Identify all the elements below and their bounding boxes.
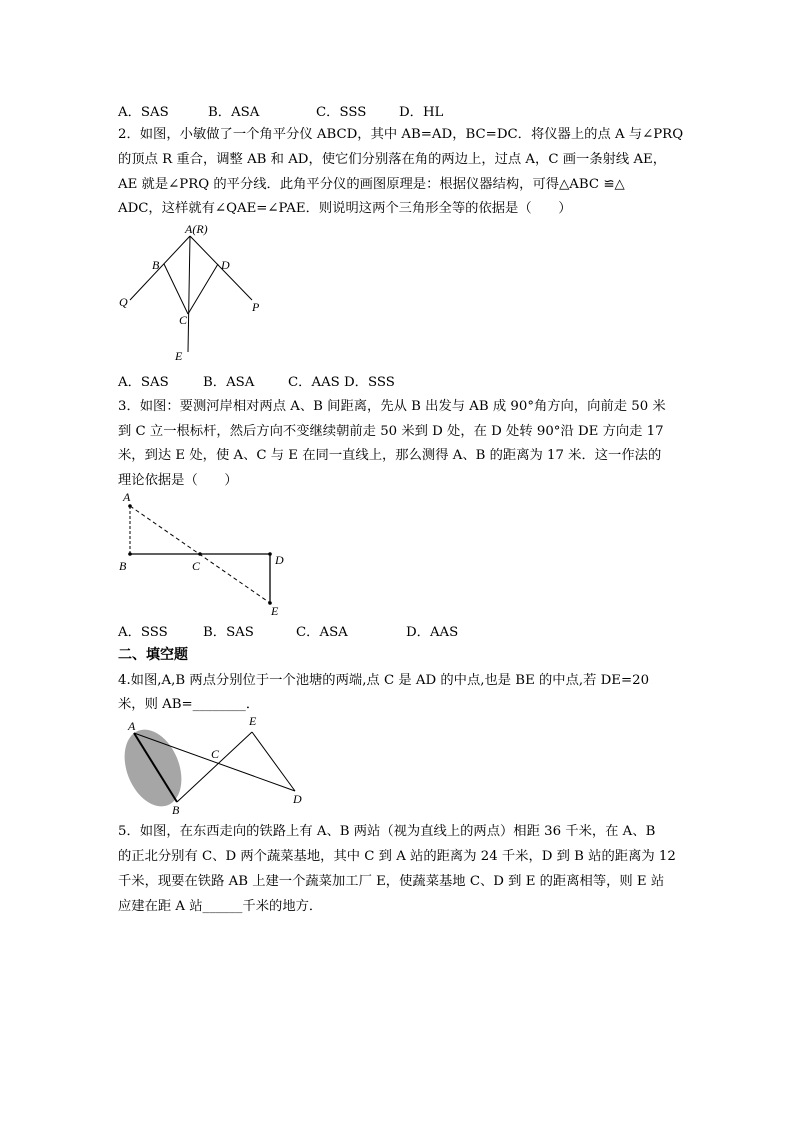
q2-label-a: A(R)	[185, 222, 208, 236]
q3-line-3: 米，到达 E 处，使 A、C 与 E 在同一直线上，那么测得 A、B 的距离为 17 米．这一作法的	[118, 448, 662, 463]
q4-line-2: 米，则 AB=________．	[118, 697, 260, 712]
q2-label-d: D	[221, 258, 230, 272]
q4-label-b: B	[172, 803, 180, 817]
q2-label-q: Q	[119, 295, 128, 309]
q3-label-a: A	[123, 490, 131, 504]
q2-label-c: C	[179, 313, 188, 327]
q2-option-a: A．SAS	[118, 375, 169, 390]
q3-option-a: A．SSS	[118, 625, 168, 640]
q3-line-4: 理论依据是（ ）	[118, 473, 238, 488]
pond-shape	[114, 721, 192, 815]
q2-line-4: ADC，这样就有∠QAE=∠PAE．则说明这两个三角形全等的依据是（ ）	[118, 201, 572, 216]
q3-label-d: D	[275, 553, 284, 567]
q1-option-d: D．HL	[399, 105, 444, 120]
q5-line-1: 5．如图，在东西走向的铁路上有 A、B 两站（视为直线上的两点）相距 36 千米，在 A、B	[118, 824, 656, 839]
q3-label-b: B	[119, 559, 127, 573]
q2-line-3: AE 就是∠PRQ 的平分线．此角平分仪的画图原理是：根据仪器结构，可得△ABC ≌△	[118, 177, 625, 192]
q4-label-e: E	[249, 714, 257, 728]
q4-line-1: 4.如图,A,B 两点分别位于一个池塘的两端,点 C 是 AD 的中点,也是 BE 的中点,若 DE=20	[118, 673, 650, 688]
q2-label-p: P	[252, 300, 260, 314]
q4-label-c: C	[211, 747, 220, 761]
q3-option-b: B．SAS	[203, 625, 254, 640]
q3-option-d: D．AAS	[406, 625, 459, 640]
q1-option-b: B．ASA	[208, 105, 260, 120]
q2-label-e: E	[175, 349, 183, 363]
q5-line-3: 千米，现要在铁路 AB 上建一个蔬菜加工厂 E，使蔬菜基地 C、D 到 E 的距离相等，则 E 站	[118, 874, 665, 889]
q3-option-c: C．ASA	[296, 625, 348, 640]
q5-line-2: 的正北分别有 C、D 两个蔬菜基地，其中 C 到 A 站的距离为 24 千米，D 到 B 站的距离为 12	[118, 849, 676, 864]
q1-option-a: A．SAS	[118, 105, 169, 120]
q3-label-c: C	[192, 559, 201, 573]
q3-line-1: 3．如图：要测河岸相对两点 A、B 间距离，先从 B 出发与 AB 成 90°角方向，向前走 50 米	[118, 399, 666, 414]
q2-option-b: B．ASA	[203, 375, 255, 390]
q3-label-e: E	[271, 604, 279, 618]
q2-option-cd: C．AAS D．SSS	[288, 375, 395, 390]
q5-line-4: 应建在距 A 站______千米的地方．	[118, 899, 323, 914]
section-heading-fill-in-blank: 二、填空题	[118, 647, 188, 663]
q2-label-b: B	[152, 258, 160, 272]
q3-line-2: 到 C 立一根标杆，然后方向不变继续朝前走 50 米到 D 处，在 D 处转 90°沿 DE 方向走 17	[118, 424, 664, 439]
q2-line-2: 的顶点 R 重合，调整 AB 和 AD，使它们分别落在角的两边上，过点 A，C 画一条射线 AE，	[118, 152, 667, 167]
q4-label-a: A	[128, 719, 136, 733]
q4-label-d: D	[293, 792, 302, 806]
q1-option-c: C．SSS	[316, 105, 367, 120]
q2-line-1: 2．如图，小敏做了一个角平分仪 ABCD，其中 AB=AD，BC=DC．将仪器上的点 A 与∠PRQ	[118, 127, 684, 142]
